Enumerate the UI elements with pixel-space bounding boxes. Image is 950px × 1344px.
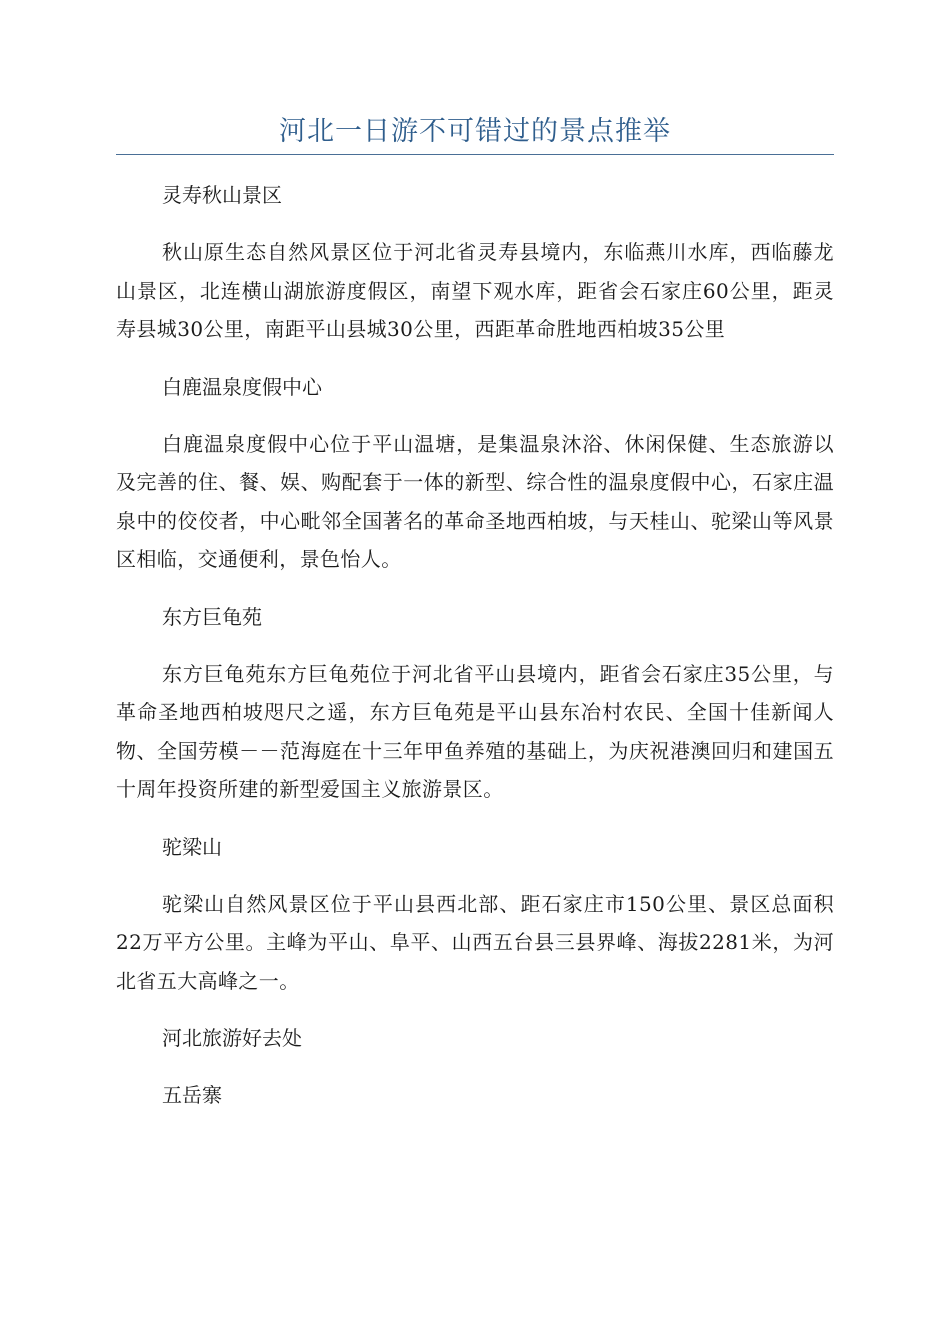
section-heading-hebei-travel: 河北旅游好去处 bbox=[162, 1026, 302, 1050]
section-body-bailu-hot-spring: 白鹿温泉度假中心位于平山温塘，是集温泉沐浴、休闲保健、生态旅游以及完善的住、餐、娱、购配套于一体的新型、综合性的温泉度假中心，石家庄温泉中的佼佼者，中心毗邻全国著名的革命圣地西柏坡，与天桂山、驼梁山等风景区相临，交通便利，景色怡人。 bbox=[116, 431, 834, 571]
section-heading-bailu-hot-spring: 白鹿温泉度假中心 bbox=[162, 374, 322, 399]
section-body-dongfang-jugui: 东方巨龟苑东方巨龟苑位于河北省平山县境内，距省会石家庄35公里，与革命圣地西柏坡咫尺之遥，东方巨龟苑是平山县东冶村农民、全国十佳新闻人物、全国劳模－－范海庭在十三年甲鱼养殖的基础上，为庆祝港澳回归和建国五十周年投资所建的新型爱国主义旅游景区。 bbox=[116, 661, 834, 801]
title-underline bbox=[116, 154, 834, 155]
document-title: 河北一日游不可错过的景点推举 bbox=[279, 116, 671, 147]
document-body bbox=[116, 176, 834, 1133]
section-heading-lingshou-qiushan: 灵寿秋山景区 bbox=[162, 183, 282, 207]
section-heading-wuyuezhai: 五岳寨 bbox=[162, 1083, 222, 1107]
section-heading-dongfang-jugui: 东方巨龟苑 bbox=[162, 604, 262, 629]
section-heading-tuoliang-mountain: 驼梁山 bbox=[162, 834, 222, 859]
section-body-lingshou-qiushan: 秋山原生态自然风景区位于河北省灵寿县境内，东临燕川水库，西临藤龙山景区，北连横山湖旅游度假区，南望下观水库，距省会石家庄60公里，距灵寿县城30公里，南距平山县城30公里，西距革命胜地西柏坡35公里 bbox=[116, 240, 834, 341]
section-body-tuoliang-mountain: 驼梁山自然风景区位于平山县西北部、距石家庄市150公里、景区总面积22万平方公里。主峰为平山、阜平、山西五台县三县界峰、海拔2281米，为河北省五大高峰之一。 bbox=[116, 891, 834, 993]
